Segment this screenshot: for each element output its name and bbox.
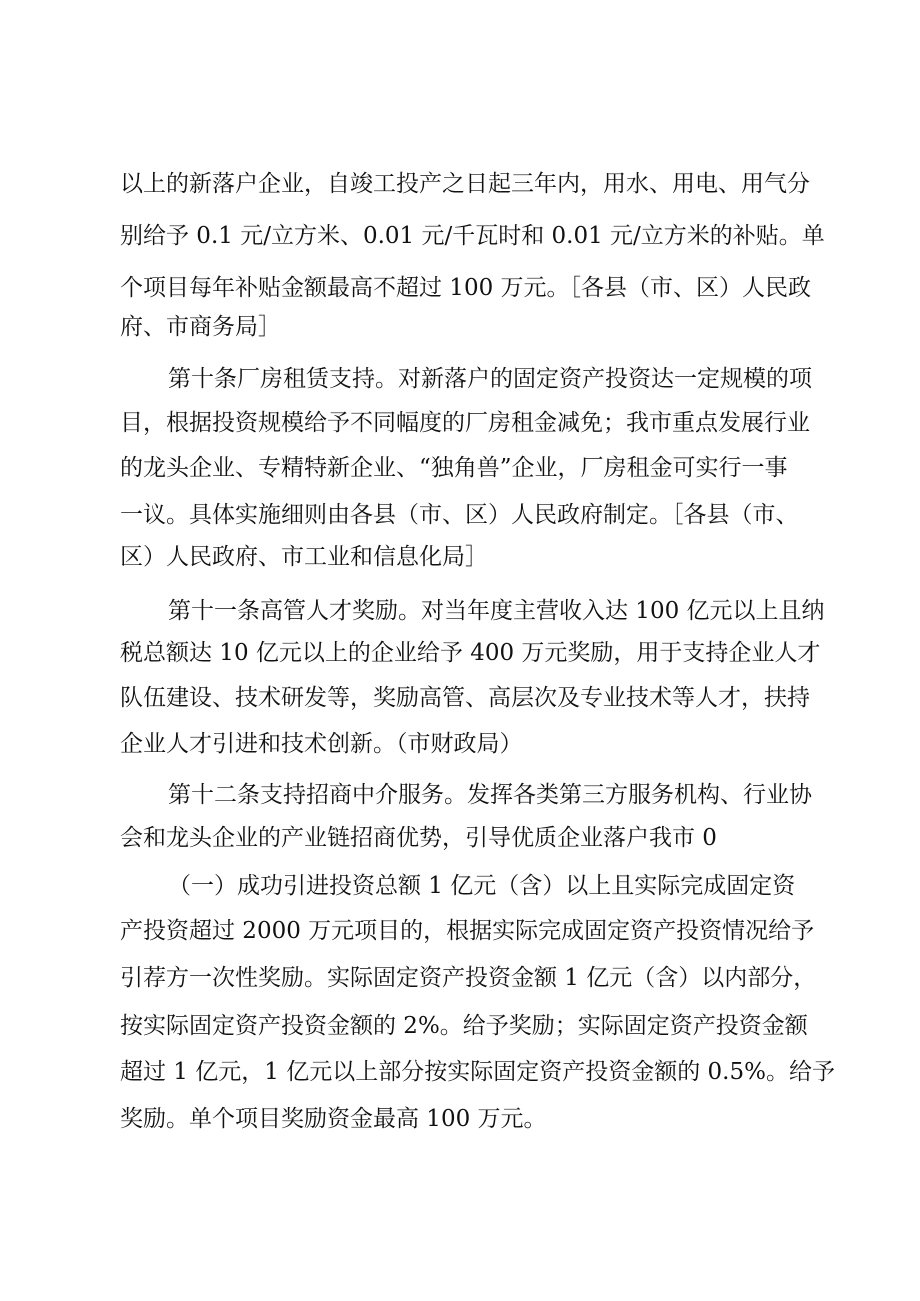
text-line: 队伍建设、技术研发等，奖励高管、高层次及专业技术等人才，扶持	[120, 685, 810, 711]
text-line: 的龙头企业、专精特新企业、“独角兽”企业，厂房租金可实行一事	[120, 455, 788, 481]
text-line: 按实际固定资产投资金额的 2%。给予奖励；实际固定资产投资金额	[120, 1013, 808, 1039]
text-line: 奖励。单个项目奖励资金最高 100 万元。	[120, 1106, 547, 1132]
text-line: 税总额达 10 亿元以上的企业给予 400 万元奖励，用于支持企业人才	[120, 640, 821, 666]
text-line: 以上的新落户企业，自竣工投产之日起三年内，用水、用电、用气分	[120, 171, 810, 197]
text-line: 第十一条高管人才奖励。对当年度主营收入达 100 亿元以上且纳	[168, 598, 825, 624]
text-line: 区）人民政府、市工业和信息化局］	[120, 544, 488, 570]
text-line: 一议。具体实施细则由各县（市、区）人民政府制定。［各县（市、	[120, 502, 799, 528]
text-line: 超过 1 亿元，1 亿元以上部分按实际固定资产投资金额的 0.5%。给予	[120, 1059, 835, 1085]
text-line: 企业人才引进和技术创新。（市财政局）	[120, 731, 523, 757]
text-line: 第十二条支持招商中介服务。发挥各类第三方服务机构、行业协	[168, 782, 812, 808]
text-line: 引荐方一次性奖励。实际固定资产投资金额 1 亿元（含）以内部分，	[120, 965, 817, 991]
text-line: 个项目每年补贴金额最高不超过 100 万元。［各县（市、区）人民政	[120, 275, 812, 301]
text-line: 会和龙头企业的产业链招商优势，引导优质企业落户我市 0	[120, 825, 717, 851]
text-line: 产投资超过 2000 万元项目的，根据实际完成固定资产投资情况给予	[120, 918, 815, 944]
text-line: 目，根据投资规模给予不同幅度的厂房租金减免；我市重点发展行业	[120, 410, 810, 436]
text-line: 第十条厂房租赁支持。对新落户的固定资产投资达一定规模的项	[168, 366, 812, 392]
text-line: 别给予 0.1 元/立方米、0.01 元/千瓦时和 0.01 元/立方米的补贴。单	[120, 223, 825, 249]
text-line: 府、市商务局］	[120, 314, 281, 340]
text-line: （一）成功引进投资总额 1 亿元（含）以上且实际完成固定资	[168, 873, 796, 899]
